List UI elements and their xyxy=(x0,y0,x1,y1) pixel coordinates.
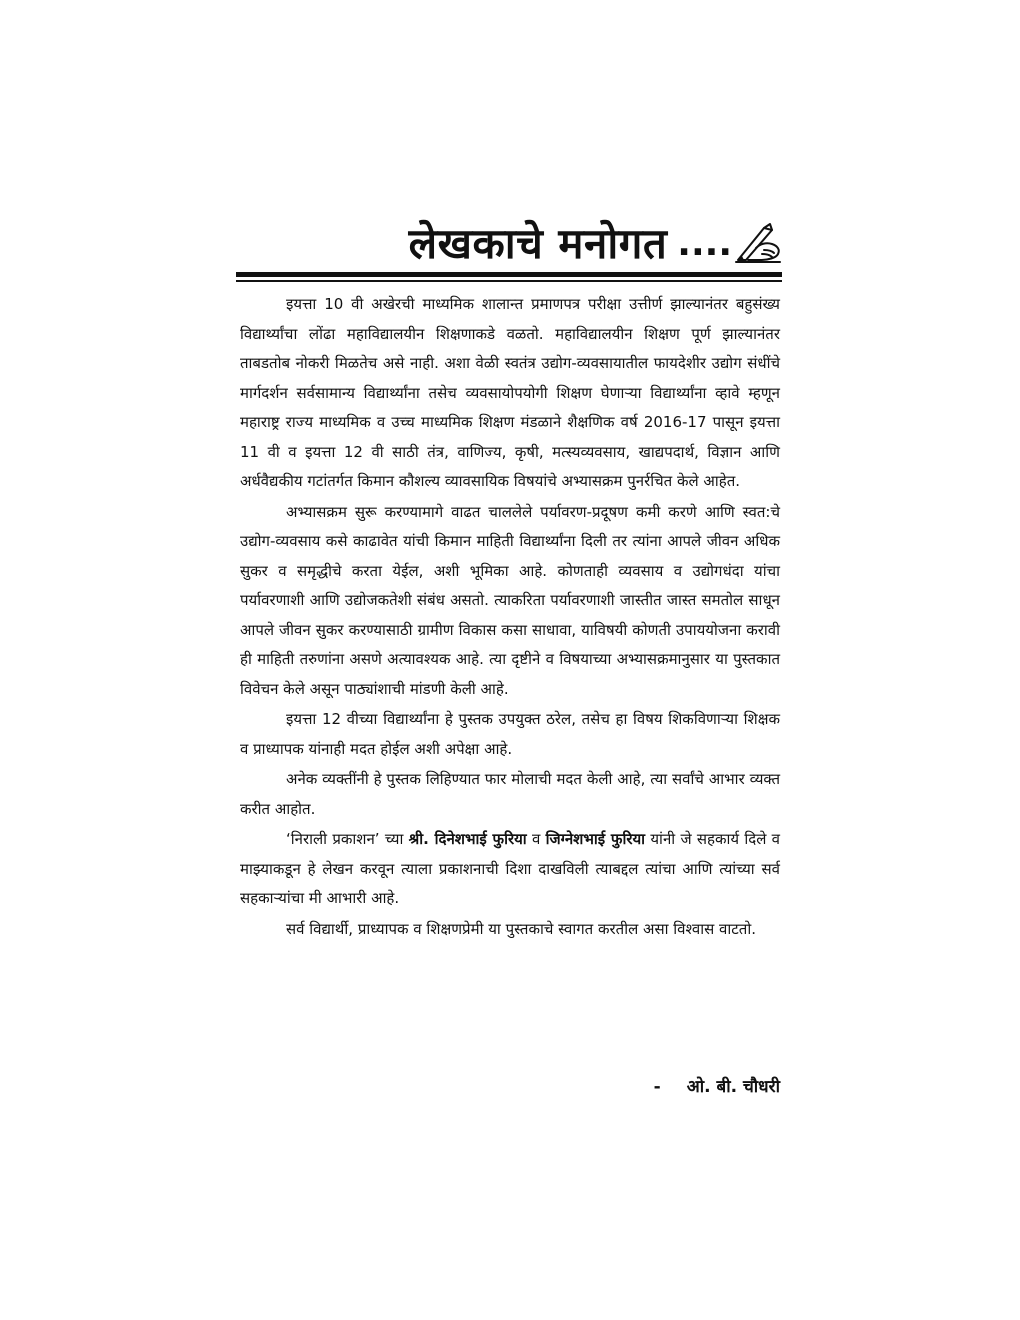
ack-text-conjunction: व xyxy=(526,830,546,848)
author-signature xyxy=(560,1073,780,1101)
paragraph: इयत्ता 10 वी अखेरची माध्यमिक शालान्त प्रमाणपत्र परीक्षा उत्तीर्ण झाल्यानंतर बहुसंख्य विद्यार्थ्यांचा लोंढा महाविद्यालयीन शिक्षणाकडे वळतो. महाविद्यालयीन शिक्षण पूर्ण झाल्यानंतर ताबडतोब नोकरी मिळतेच असे नाही. अशा वेळी स्वतंत्र उद्योग-व्यवसायातील फायदेशीर उद्योग संधींचे मार्गदर्शन सर्वसामान्य विद्यार्थ्यांना तसेच व्यवसायोपयोगी शिक्षण घेणाऱ्या विद्यार्थ्यांना व्हावे म्हणून महाराष्ट्र राज्य माध्यमिक व उच्च माध्यमिक शिक्षण मंडळाने शैक्षणिक वर्ष 2016-17 पासून इयत्ता 11 वी व इयत्ता 12 वी साठी तंत्र, वाणिज्य, कृषी, मत्स्यव्यवसाय, खाद्यपदार्थ, विज्ञान आणि अर्धवैद्यकीय गटांतर्गत किमान कौशल्य व्यावसायिक विषयांचे अभ्यासक्रम पुनर्रचित केले आहेत. xyxy=(240,295,780,490)
heading-rule-thick xyxy=(236,272,782,277)
ack-text-end: यांनी जे सहकार्य दिले व माझ्याकडून हे लेखन करवून त्याला प्रकाशनाची दिशा दाखविली त्याबद्दल त्यांचा आणि त्यांच्या सर्व सहकाऱ्यांचा मी आभारी आहे. xyxy=(240,830,780,907)
paragraph: इयत्ता 12 वीच्या विद्यार्थ्यांना हे पुस्तक उपयुक्त ठरेल, तसेच हा विषय शिकविणाऱ्या शिक्षक व प्राध्यापक यांनाही मदत होईल अशी अपेक्षा आहे. xyxy=(240,710,780,758)
ack-name-2: जिग्नेशभाई फुरिया xyxy=(545,830,646,848)
preface-body xyxy=(240,290,780,944)
paragraph: अभ्यासक्रम सुरू करण्यामागे वाढत चाललेले पर्यावरण-प्रदूषण कमी करणे आणि स्वत:चे उद्योग-व्यवसाय कसे काढावेत यांची किमान माहिती विद्यार्थ्यांना दिली तर त्यांना आपले जीवन अधिक सुकर व समृद्धीचे करता येईल, अशी भूमिका आहे. कोणताही व्यवसाय व उद्योगधंदा यांचा पर्यावरणाशी आणि उद्योजकतेशी संबंध असतो. त्याकरिता पर्यावरणाशी जास्तीत जास्त समतोल साधून आपले जीवन सुकर करण्यासाठी ग्रामीण विकास कसा साधावा, याविषयी कोणती उपाययोजना करावी ही माहिती तरुणांना असणे अत्यावश्यक आहे. त्या दृष्टीने व विषयाच्या अभ्यासक्रमानुसार या पुस्तकात विवेचन केले असून पाठ्यांशाची मांडणी केली आहे. xyxy=(240,502,781,698)
heading-ellipsis: .... xyxy=(677,223,732,264)
paragraph: अनेक व्यक्तींनी हे पुस्तक लिहिण्यात फार मोलाची मदत केली आहे, त्या सर्वांचे आभार व्यक्त करीत आहोत. xyxy=(240,770,780,818)
author-name: ओ. बी. चौधरी xyxy=(686,1077,780,1097)
paragraph-acknowledgement xyxy=(240,825,780,914)
ack-text-start: ‘निराली प्रकाशन’ च्या xyxy=(286,830,409,848)
heading-rule-thin xyxy=(236,280,782,282)
page-title: लेखकाचे मनोगत xyxy=(408,219,668,268)
preface-heading xyxy=(236,208,782,270)
signature-dash: - xyxy=(653,1077,661,1097)
pen-writing-icon xyxy=(734,220,782,264)
paragraph: सर्व विद्यार्थी, प्राध्यापक व शिक्षणप्रेमी या पुस्तकाचे स्वागत करतील असा विश्वास वाटतो. xyxy=(286,919,757,938)
ack-name-1: श्री. दिनेशभाई फुरिया xyxy=(408,830,527,848)
